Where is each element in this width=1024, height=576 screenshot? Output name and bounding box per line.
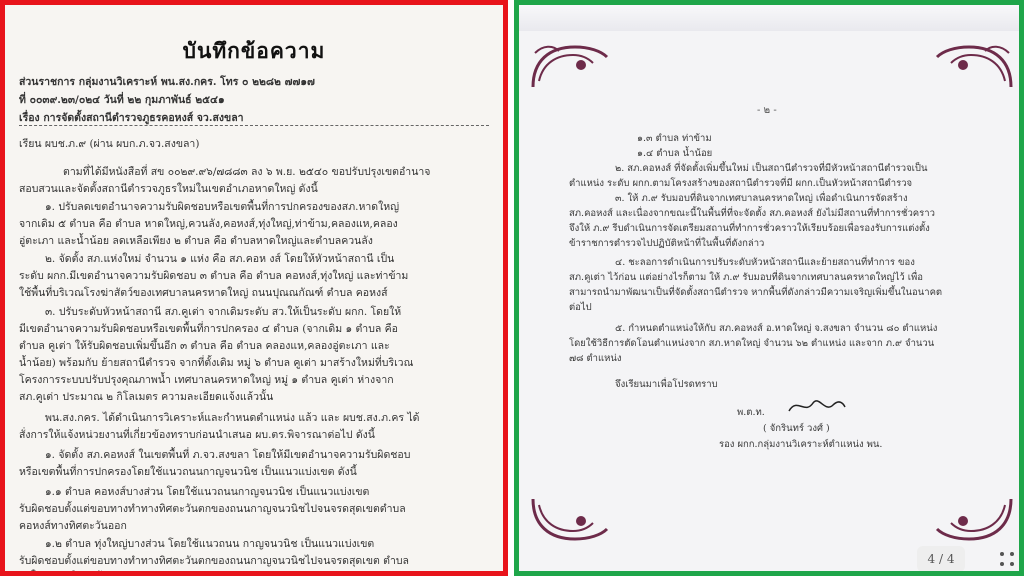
memo-body-line: ตำแหน่ง ระดับ ผกก.ตามโครงสร้างของสถานีตำรวจที่มี ผกก.เป็นหัวหน้าสถานีตำรวจ <box>569 178 913 189</box>
signature-icon <box>787 393 847 417</box>
memo-body-line: จึงให้ ภ.๙ รีบดำเนินการจัดเตรียมสถานที่ทำการชั่วคราวให้เรียบร้อยเพื่อรองรับการแต่งตั้ง <box>569 223 930 234</box>
memo-body-line: สั่งการให้แจ้งหน่วยงานที่เกี่ยวข้องทราบก่อนนำเสนอ ผบ.ตร.พิจารณาต่อไป ดังนี้ <box>19 429 375 441</box>
memo-body-line: น้ำน้อย) พร้อมกับ ย้ายสถานีตำรวจ จากที่ตั้งเดิม หมู่ ๖ ตำบล คูเต่า มาสร้างใหม่ที่บริเวณ <box>19 357 414 369</box>
memo-body-line: ใช้พื้นที่บริเวณโรงฆ่าสัตว์ของเทศบาลนครหาดใหญ่ ถนนปุณณกัณฑ์ ตำบล คอหงส์ <box>19 287 388 299</box>
memo-body-line: ทุ่งใหญ่ทางทิศตะวันออก <box>19 570 129 576</box>
memo-salutation: เรียน ผบช.ภ.๙ (ผ่าน ผบก.ภ.จว.สงขลา) <box>19 138 200 150</box>
memo-body-line: สภ.คูเต่า ประมาณ ๒ กิโลเมตร ความละเอียดแจ้งแล้วนั้น <box>19 391 274 403</box>
memo-body-line: โดยใช้วิธีการตัดโอนตำแหน่งจาก สภ.หาดใหญ่ จำนวน ๖๒ ตำแหน่ง และจาก ภ.๙ จำนวน <box>569 338 935 349</box>
memo-body-line: ตำบล คูเต่า ให้รับผิดชอบเพิ่มขึ้นอีก ๓ ตำบล คือ ตำบล คลองแห,คลองอู่ตะเภา และ <box>19 340 390 352</box>
signer-name: ( จักรินทร์ วงศ์ ) <box>763 423 830 434</box>
memo-header-subject: เรื่อง การจัดตั้งสถานีตำรวจภูธรคอหงส์ จว.สงขลา <box>19 112 244 124</box>
memo-body-line: สามารถนำมาพัฒนาเป็นที่จัดตั้งสถานีตำรวจ หากพื้นที่ดังกล่าวมีความเจริญเพิ่มขึ้นในอนาคต <box>569 287 943 298</box>
memo-body-line: คอหงส์ทางทิศตะวันออก <box>19 520 127 532</box>
ornament-top-right-icon <box>935 41 1015 91</box>
signer-rank: พ.ต.ท. <box>737 407 765 418</box>
memo-body-line: พน.สง.กคร. ได้ดำเนินการวิเคราะห์และกำหนดตำแหน่ง แล้ว และ ผบช.สง.ภ.คร ได้ <box>45 412 420 424</box>
memo-title: บันทึกข้อความ <box>182 38 326 63</box>
memo-body-line: ๓. ให้ ภ.๙ รับมอบที่ดินจากเทศบาลนครหาดใหญ่ เพื่อดำเนินการจัดสร้าง <box>615 193 908 204</box>
more-dots-icon[interactable] <box>997 549 1017 569</box>
memo-body-line: ๒. สภ.คอหงส์ ที่จัดตั้งเพิ่มขึ้นใหม่ เป็นสถานีตำรวจที่มีหัวหน้าสถานีตำรวจเป็น <box>615 163 928 174</box>
memo-body-line: ๕. กำหนดตำแหน่งให้กับ สภ.คอหงส์ อ.หาดใหญ่ จ.สงขลา จำนวน ๘๐ ตำแหน่ง <box>615 323 938 334</box>
memo-body-line: ๓. ปรับระดับหัวหน้าสถานี สภ.คูเต่า จากเดิมระดับ สว.ให้เป็นระดับ ผกก. โดยให้ <box>45 306 402 318</box>
memo-header-number-date: ที่ ๐๐๓๙.๒๓/๐๒๔ วันที่ ๒๒ กุมภาพันธ์ ๒๕๔๑ <box>19 94 225 106</box>
ornament-bottom-right-icon <box>935 495 1015 545</box>
page-number: - ๒ - <box>757 105 777 116</box>
memo-body-line: ๑.๑ ตำบล คอหงส์บางส่วน โดยใช้แนวถนนกาญจนวนิช เป็นแนวแบ่งเขต <box>45 486 370 498</box>
memo-body-line: รับผิดชอบตั้งแต่ขอบทางทำทางทิศตะวันตกของถนนกาญจนวนิชไปจนจรดสุดเขต ตำบล <box>19 555 409 567</box>
memo-header-department: ส่วนราชการ กลุ่มงานวิเคราะห์ พน.สง.กคร. โทร ๐ ๒๒๘๒ ๗๗๑๗ <box>19 76 315 88</box>
memo-body-line: ๗๘ ตำแหน่ง <box>569 353 622 364</box>
memo-body-line: รับผิดชอบตั้งแต่ขอบทางทำทางทิศตะวันตกของถนนกาญจนวนิชไปจนจรดสุดเขตตำบล <box>19 503 406 515</box>
viewer-top-bar <box>519 5 1019 31</box>
memo-body-line: สภ.คูเต่า ไว้ก่อน แต่อย่างไรก็ตาม ให้ ภ.๙ รับมอบที่ดินจากเทศบาลนครหาดใหญ่ไว้ เพื่อ <box>569 272 923 283</box>
memo-body-line: ๑. จัดตั้ง สภ.คอหงส์ ในเขตพื้นที่ ภ.จว.สงขลา โดยให้มีเขตอำนาจความรับผิดชอบ <box>45 449 411 461</box>
memo-body-line: จากเดิม ๕ ตำบล คือ ตำบล หาดใหญ่,ควนลัง,คอหงส์,ทุ่งใหญ่,ท่าข้าม,คลองแห,คลอง <box>19 218 398 230</box>
memo-body-line: หรือเขตพื้นที่การปกครองโดยใช้แนวถนนกาญจนวนิช เป็นแนวแบ่งเขต ดังนี้ <box>19 466 357 478</box>
header-divider <box>19 125 489 126</box>
memo-body-line: ๔. ชะลอการดำเนินการปรับระดับหัวหน้าสถานีและย้ายสถานที่ทำการ ของ <box>615 257 915 268</box>
memo-body-line: มีเขตอำนาจความรับผิดชอบหรือเขตพื้นที่การปกครอง ๔ ตำบล (จากเดิม ๑ ตำบล คือ <box>19 323 398 335</box>
memo-body-line: สภ.คอหงส์ และเนื่องจากขณะนี้ในพื้นที่ที่จะจัดตั้ง สภ.คอหงส์ ยังไม่มีสถานที่ทำการชั่วคราว <box>569 208 935 219</box>
memo-body-line: ๑.๓ ตำบล ท่าข้าม <box>637 133 712 144</box>
memo-body-line: ข้าราชการตำรวจไปปฏิบัติหน้าที่ในพื้นที่ดังกล่าว <box>569 238 765 249</box>
left-document-page <box>0 0 508 576</box>
memo-body-line: ระดับ ผกก.มีเขตอำนาจความรับผิดชอบ ๓ ตำบล คือ ตำบล คอหงส์,ทุ่งใหญ่ และท่าข้าม <box>19 270 409 282</box>
memo-body-line: อู่ตะเภา และน้ำน้อย ลดเหลือเพียง ๒ ตำบล คือ ตำบลหาดใหญ่และตำบลควนลัง <box>19 235 373 247</box>
page-indicator: 4 / 4 <box>917 546 965 572</box>
memo-closing: จึงเรียนมาเพื่อโปรดทราบ <box>615 379 718 390</box>
memo-body-line: โครงการระบบปรับปรุงคุณภาพน้ำ เทศบาลนครหาดใหญ่ หมู่ ๑ ตำบล คูเต่า ห่างจาก <box>19 374 394 386</box>
memo-body-line: ๒. จัดตั้ง สภ.แห่งใหม่ จำนวน ๑ แห่ง คือ สภ.คอห งส์ โดยให้หัวหน้าสถานี เป็น <box>45 253 395 265</box>
memo-body-line: ๑.๒ ตำบล ทุ่งใหญ่บางส่วน โดยใช้แนวถนน กาญจนวนิช เป็นแนวแบ่งเขต <box>45 538 375 550</box>
ornament-bottom-left-icon <box>529 495 609 545</box>
ornament-top-left-icon <box>529 41 609 91</box>
signer-position: รอง ผกก.กลุ่มงานวิเคราะห์ตำแหน่ง พน. <box>719 439 883 450</box>
memo-body-line: ต่อไป <box>569 302 592 313</box>
memo-body-line: ๑. ปรับลดเขตอำนาจความรับผิดชอบหรือเขตพื้นที่การปกครองของสภ.หาดใหญ่ <box>45 201 400 213</box>
memo-body-line: สอบสวนและจัดตั้งสถานีตำรวจภูธรใหม่ในเขตอำเภอหาดใหญ่ ดังนี้ <box>19 183 318 195</box>
memo-body-line: ๑.๔ ตำบล น้ำน้อย <box>637 148 713 159</box>
right-document-page <box>514 0 1024 576</box>
memo-body-line: ตามที่ได้มีหนังสือที่ สข ๐๐๒๙.๙๖/๗๘๘๓ ลง ๖ พ.ย. ๒๕๔๐ ขอปรับปรุงเขตอำนาจ <box>63 166 431 178</box>
